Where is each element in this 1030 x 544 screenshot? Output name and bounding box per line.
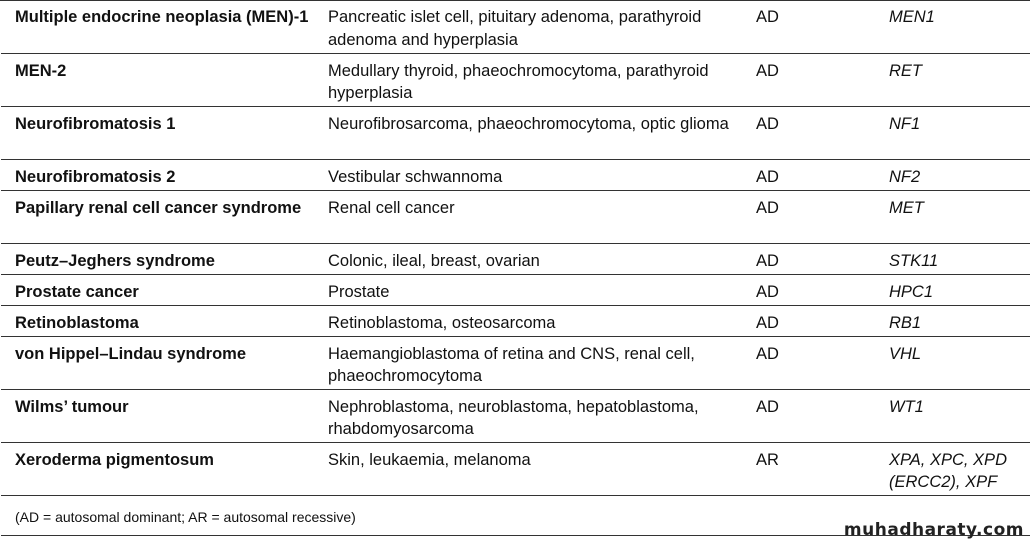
site-watermark: muhadharaty.com	[843, 520, 1024, 540]
gene-cell: NF2	[875, 159, 1030, 190]
condition-cell: Prostate cancer	[1, 274, 314, 305]
tumours-cell: Renal cell cancer	[314, 190, 742, 243]
gene-cell: WT1	[875, 389, 1030, 442]
table-row	[1, 243, 1030, 274]
table-row	[1, 0, 1030, 53]
condition-cell: Retinoblastoma	[1, 305, 314, 336]
gene-cell: RET	[875, 53, 1030, 106]
cancer-syndromes-table	[1, 0, 1030, 536]
gene-cell: RB1	[875, 305, 1030, 336]
inheritance-cell: AD	[742, 0, 875, 53]
condition-cell: Peutz–Jeghers syndrome	[1, 243, 314, 274]
inheritance-cell: AD	[742, 243, 875, 274]
gene-cell: MEN1	[875, 0, 1030, 53]
gene-cell: STK11	[875, 243, 1030, 274]
condition-cell: MEN-2	[1, 53, 314, 106]
inheritance-cell: AR	[742, 442, 875, 495]
condition-cell: von Hippel–Lindau syndrome	[1, 336, 314, 389]
tumours-cell: Colonic, ileal, breast, ovarian	[314, 243, 742, 274]
tumours-cell: Pancreatic islet cell, pituitary adenoma, parathyroid adenoma and hyperplasia	[314, 0, 742, 53]
table-row	[1, 442, 1030, 495]
inheritance-cell: AD	[742, 389, 875, 442]
inheritance-cell: AD	[742, 106, 875, 159]
tumours-cell: Vestibular schwannoma	[314, 159, 742, 190]
inheritance-cell: AD	[742, 336, 875, 389]
inheritance-cell: AD	[742, 53, 875, 106]
table-footnote: (AD = autosomal dominant; AR = autosomal recessive)	[1, 495, 1030, 535]
inheritance-cell: AD	[742, 190, 875, 243]
condition-cell: Papillary renal cell cancer syndrome	[1, 190, 314, 243]
condition-cell: Neurofibromatosis 1	[1, 106, 314, 159]
table-row	[1, 53, 1030, 106]
table-row	[1, 106, 1030, 159]
table-row	[1, 389, 1030, 442]
tumours-cell: Nephroblastoma, neuroblastoma, hepatoblastoma, rhabdomyosarcoma	[314, 389, 742, 442]
tumours-cell: Medullary thyroid, phaeochromocytoma, parathyroid hyperplasia	[314, 53, 742, 106]
condition-cell: Neurofibromatosis 2	[1, 159, 314, 190]
gene-cell: XPA, XPC, XPD (ERCC2), XPF	[875, 442, 1030, 495]
condition-cell: Multiple endocrine neoplasia (MEN)-1	[1, 0, 314, 53]
tumours-cell: Retinoblastoma, osteosarcoma	[314, 305, 742, 336]
condition-cell: Xeroderma pigmentosum	[1, 442, 314, 495]
tumours-cell: Haemangioblastoma of retina and CNS, renal cell, phaeochromocytoma	[314, 336, 742, 389]
gene-cell: MET	[875, 190, 1030, 243]
inheritance-cell: AD	[742, 274, 875, 305]
inheritance-cell: AD	[742, 159, 875, 190]
gene-cell: HPC1	[875, 274, 1030, 305]
table-row	[1, 159, 1030, 190]
tumours-cell: Neurofibrosarcoma, phaeochromocytoma, optic glioma	[314, 106, 742, 159]
table-row	[1, 274, 1030, 305]
inheritance-cell: AD	[742, 305, 875, 336]
gene-cell: NF1	[875, 106, 1030, 159]
gene-cell: VHL	[875, 336, 1030, 389]
table-row	[1, 336, 1030, 389]
tumours-cell: Skin, leukaemia, melanoma	[314, 442, 742, 495]
condition-cell: Wilms’ tumour	[1, 389, 314, 442]
table-row	[1, 305, 1030, 336]
tumours-cell: Prostate	[314, 274, 742, 305]
table-row	[1, 190, 1030, 243]
